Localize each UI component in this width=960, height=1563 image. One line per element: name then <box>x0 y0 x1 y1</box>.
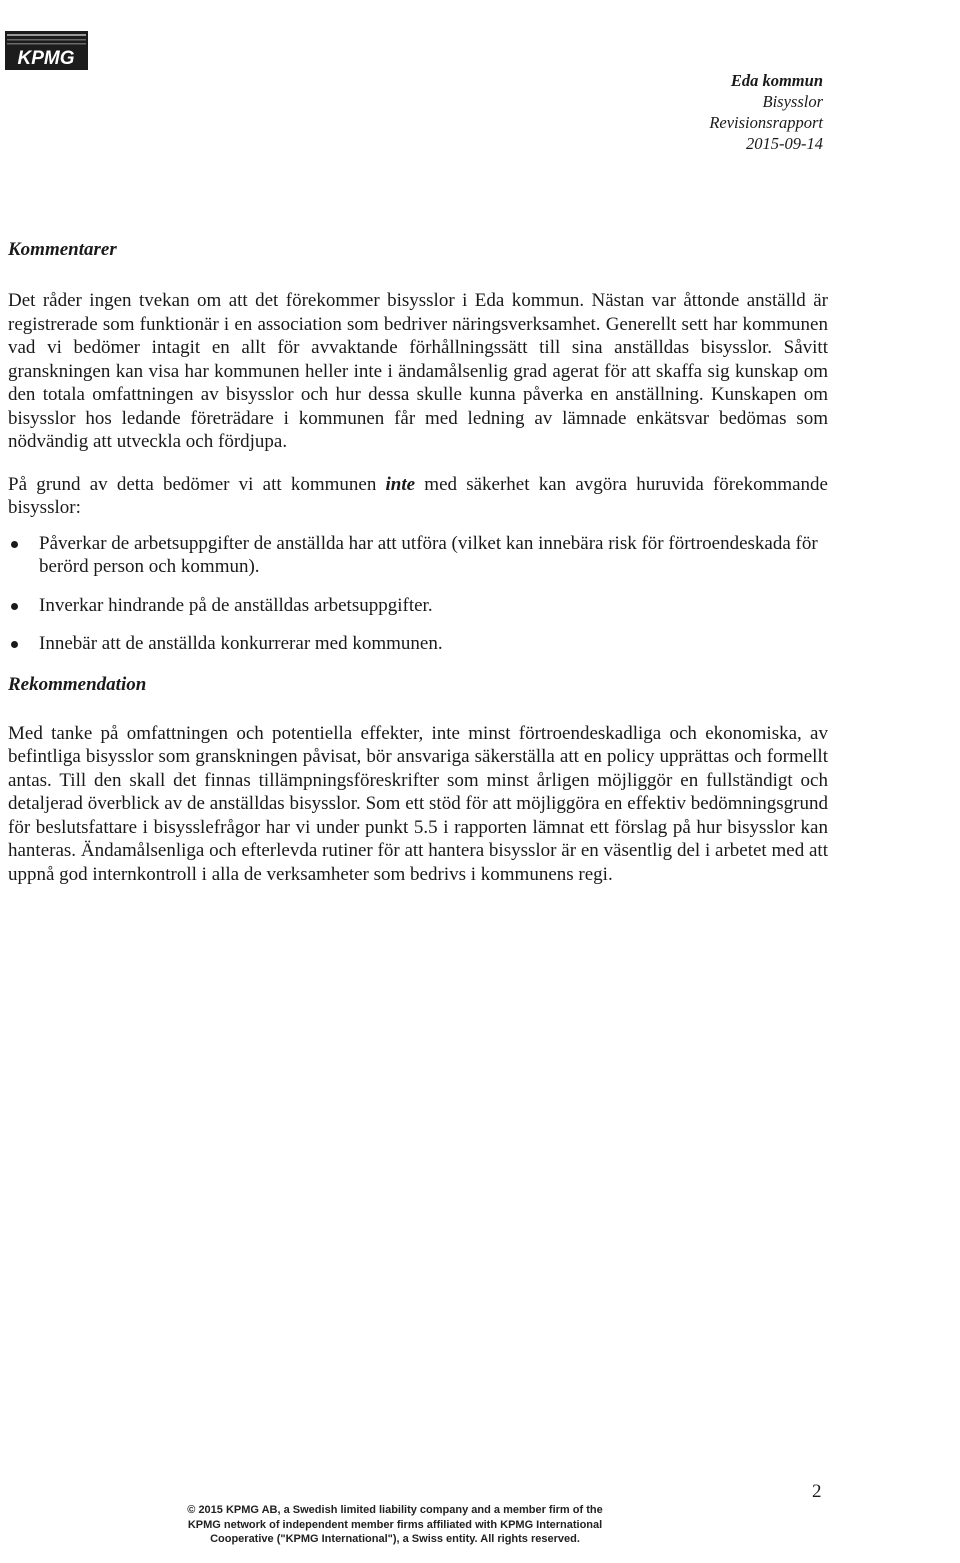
footer-line-2: KPMG network of independent member firms affiliated with KPMG International <box>187 1518 603 1531</box>
list-item-text: Påverkar de arbetsuppgifter de anställda har att utföra (vilket kan innebära risk för förtroendeskada för berörd person och kommun). <box>39 532 818 577</box>
list-item-text: Innebär att de anställda konkurrerar med kommunen. <box>39 633 443 654</box>
list-item-text: Inverkar hindrande på de anställdas arbetsuppgifter. <box>39 594 433 616</box>
grund-emphasis: inte <box>385 473 416 495</box>
recommendation-heading: Rekommendation <box>8 673 147 695</box>
kpmg-logo-icon <box>5 31 88 70</box>
header-subject: Bisysslor <box>762 92 823 111</box>
grund-text-before: På grund av detta bedömer vi att kommunen <box>8 473 386 495</box>
bullet-icon <box>11 603 18 610</box>
bullet-icon <box>11 641 18 648</box>
page-number: 2 <box>812 1481 822 1502</box>
footer-line-1: © 2015 KPMG AB, a Swedish limited liability company and a member firm of the <box>187 1504 603 1516</box>
list-item <box>8 632 828 656</box>
header-doc-type: Revisionsrapport <box>709 113 823 132</box>
recommendation-paragraph: Med tanke på omfattningen och potentiella effekter, inte minst förtroendeskadliga och ekonomiska, av befintliga bisysslor som granskningen påvisat, bör ansvariga säkerställa att en policy upprättas och formellt antas. Till den skall det finnas tillämpningsföreskrifter som minst årligen möjliggör en fullständigt och detaljerad överblick av de anställdas bisysslor. Som ett stöd för att möjliggöra en effektiv bedömningsgrund för beslutsfattare i bisysslefrågor har vi under punkt 5.5 i rapporten lämnat ett förslag på hur bisysslor kan hanteras. Ändamålsenliga och efterlevda rutiner för att hantera bisysslor är en väsentlig del i arbetet med att uppnå god internkontroll i alla de verksamheter som bedrivs i kommunens regi. <box>8 722 828 885</box>
footer-line-3: Cooperative ("KPMG International"), a Swiss entity. All rights reserved. <box>210 1533 580 1545</box>
header-organization: Eda kommun <box>730 71 823 90</box>
comments-paragraph: Det råder ingen tvekan om att det förekommer bisysslor i Eda kommun. Nästan var åttonde anställd är registrerade som funktionär i en association som bedriver näringsverksamhet. Generellt sett har kommunen vad vi bedömer intagit en allt för avvaktande förhållningssätt till sina anställdas bisysslor. Såvitt granskningen kan visa har kommunen heller inte i ändamålsenlig grad agerat för att skaffa sig kunskap om den totala omfattningen av bisysslor och hur dessa skulle kunna påverka en anställning. Kunskapen om bisysslor hos ledande företrädare i kommunen får med ledning av lämnade enkätsvar bedömas som nödvändig att utveckla och fördjupa. <box>8 290 828 452</box>
list-item <box>8 532 828 579</box>
svg-text:KPMG: KPMG <box>17 48 75 69</box>
copyright-footer <box>165 1503 625 1547</box>
list-item <box>8 594 828 618</box>
grund-paragraph <box>8 473 828 520</box>
grund-text-after: med säkerhet kan avgöra huruvida förekommande bisysslor: <box>8 473 828 518</box>
bullet-list <box>8 532 828 656</box>
document-body <box>8 236 828 886</box>
document-header <box>709 70 823 154</box>
comments-heading: Kommentarer <box>8 239 117 260</box>
header-date: 2015-09-14 <box>746 134 823 153</box>
bullet-icon <box>11 541 18 548</box>
